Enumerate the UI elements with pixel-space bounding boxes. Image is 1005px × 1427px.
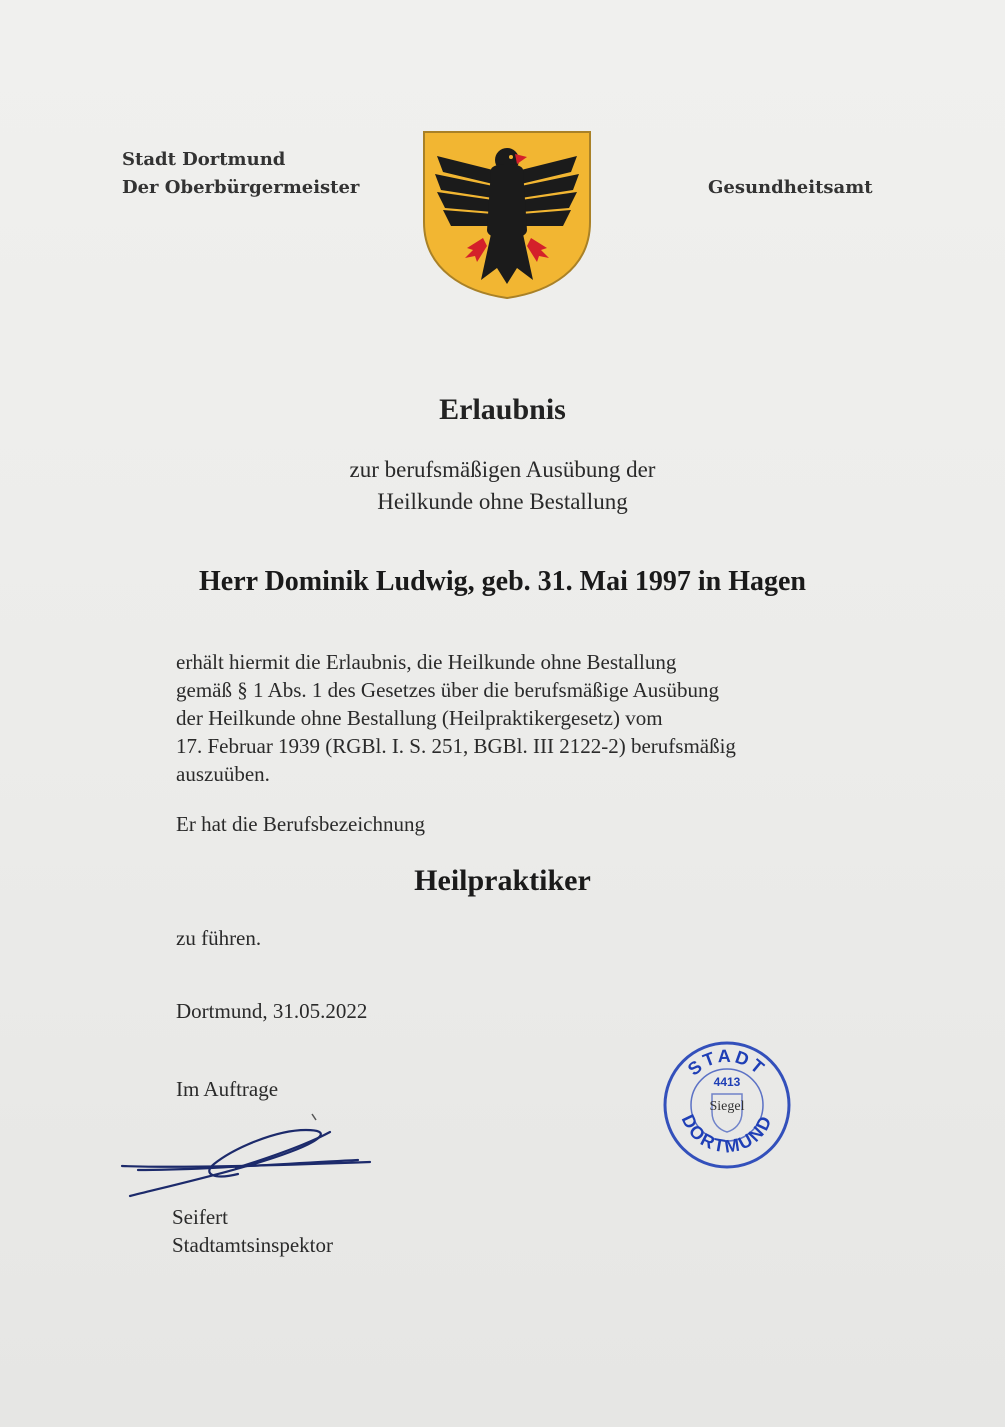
profession-intro: Er hat die Berufsbezeichnung bbox=[176, 812, 425, 836]
on-behalf-label: Im Auftrage bbox=[176, 1077, 279, 1101]
body-line: erhält hiermit die Erlaubnis, die Heilkunde ohne Bestallung bbox=[176, 650, 677, 674]
sender-authority: Der Oberbürgermeister bbox=[122, 177, 360, 198]
subtitle-line: zur berufsmäßigen Ausübung der bbox=[349, 457, 656, 482]
body-line: der Heilkunde ohne Bestallung (Heilpraktikergesetz) vom bbox=[176, 706, 663, 730]
closing-text: zu führen. bbox=[176, 926, 262, 950]
seal-number: 4413 bbox=[713, 1075, 741, 1089]
sender-city: Stadt Dortmund bbox=[122, 149, 286, 170]
svg-text:DORTMUND bbox=[678, 1111, 777, 1156]
dortmund-eagle-crest-icon bbox=[421, 130, 593, 300]
body-line: auszuüben. bbox=[176, 762, 270, 786]
department-name: Gesundheitsamt bbox=[708, 177, 873, 198]
permit-holder: Herr Dominik Ludwig, geb. 31. Mai 1997 in Hagen bbox=[199, 566, 806, 597]
signer-title: Stadtamtsinspektor bbox=[172, 1233, 333, 1257]
place-date: Dortmund, 31.05.2022 bbox=[176, 999, 368, 1023]
seal-label: Siegel bbox=[709, 1099, 745, 1114]
document-subtitle bbox=[0, 454, 1005, 518]
signature bbox=[118, 1108, 380, 1208]
signer-name: Seifert bbox=[172, 1205, 228, 1229]
body-line: gemäß § 1 Abs. 1 des Gesetzes über die berufsmäßige Ausübung bbox=[176, 678, 719, 702]
sender-block bbox=[122, 146, 359, 202]
permit-body bbox=[176, 648, 836, 788]
document-title: Erlaubnis bbox=[439, 393, 566, 426]
body-line: 17. Februar 1939 (RGBl. I. S. 251, BGBl. III 2122-2) berufsmäßig bbox=[176, 734, 736, 758]
seal-text-top: STADT bbox=[683, 1045, 771, 1080]
city-seal-stamp bbox=[662, 1040, 792, 1170]
signer-block bbox=[172, 1203, 333, 1259]
subtitle-line: Heilkunde ohne Bestallung bbox=[377, 489, 628, 514]
seal-text-bottom: DORTMUND bbox=[677, 1111, 777, 1157]
profession-title: Heilpraktiker bbox=[414, 864, 591, 897]
